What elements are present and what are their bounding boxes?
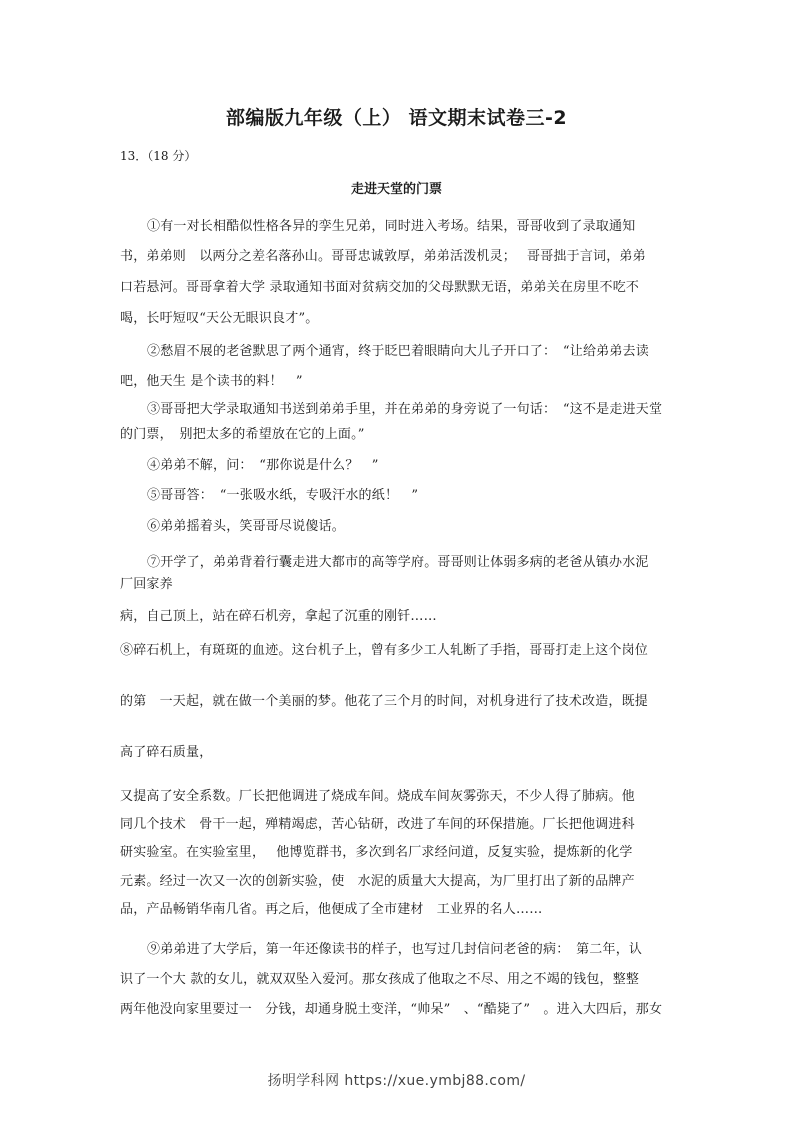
text-line: 高了碎石质量， bbox=[120, 745, 213, 760]
text-line: ⑥弟弟摇着头，笑哥哥尽说傻话。 bbox=[147, 519, 346, 534]
text-line: ⑨弟弟进了大学后，第一年还像读书的样子，也写过几封信问老爸的病： 第二年，认 bbox=[147, 942, 643, 957]
text-line: 病，自己顶上，站在碎石机旁，拿起了沉重的刚钎…… bbox=[120, 609, 437, 624]
text-line: ⑧碎石机上，有斑斑的血迹。这台机子上，曾有多少工人轧断了手指，哥哥打走上这个岗位 bbox=[120, 643, 649, 658]
text-line: ④弟弟不解，问： “那你说是什么？ ” bbox=[147, 458, 379, 473]
passage-title: 走进天堂的门票 bbox=[350, 182, 442, 197]
text-line: 的第 一天起，就在做一个美丽的梦。他花了三个月的时间，对机身进行了技术改造，既提 bbox=[120, 694, 649, 709]
text-line: 同几个技术 骨干一起，殚精竭虑，苦心钻研，改进了车间的环保措施。厂长把他调进科 bbox=[120, 817, 635, 832]
text-line: 吧，他天生 是个读书的料！ ” bbox=[120, 374, 303, 389]
text-line: 元素。经过一次又一次的创新实验，使 水泥的质量大大提高，为厂里打出了新的品牌产 bbox=[120, 874, 635, 889]
question-number: 13．（18 分） bbox=[120, 149, 197, 163]
text-line: ⑦开学了，弟弟背着行囊走进大都市的高等学府。哥哥则让体弱多病的老爸从镇办水泥 bbox=[147, 555, 649, 570]
text-line: 又提高了安全系数。厂长把他调进了烧成车间。烧成车间灰雾弥天，不少人得了肺病。他 bbox=[120, 789, 635, 804]
text-line: 品，产品畅销华南几省。再之后，他便成了全市建材 工业界的名人…… bbox=[120, 902, 543, 917]
text-line: ③哥哥把大学录取通知书送到弟弟手里，并在弟弟的身旁说了一句话： “这不是走进天堂 bbox=[147, 402, 663, 417]
footer-watermark: 扬明学科网 https://xue.ymbj88.com/ bbox=[267, 1073, 526, 1089]
text-line: 喝，长吁短叹“天公无眼识良才”。 bbox=[120, 311, 319, 326]
text-line: 研实验室。在实验室里， 他博览群书，多次到名厂求经问道，反复实验，提炼新的化学 bbox=[120, 845, 633, 860]
text-line: 的门票， 别把太多的希望放在它的上面。” bbox=[120, 427, 365, 442]
text-line: ②愁眉不展的老爸默思了两个通宵，终于眨巴着眼睛向大儿子开口了： “让给弟弟去读 bbox=[147, 344, 649, 359]
text-line: ⑤哥哥答： “一张吸水纸，专吸汗水的纸！ ” bbox=[147, 488, 419, 503]
text-line: 识了一个大 款的女儿，就双双坠入爱河。那女孩成了他取之不尽、用之不竭的钱包，整整 bbox=[120, 972, 640, 987]
text-line: 厂回家养 bbox=[120, 577, 173, 592]
text-line: 口若悬河。哥哥拿着大学 录取通知书面对贫病交加的父母默默无语，弟弟关在房里不吃不 bbox=[120, 280, 640, 295]
text-line: 书，弟弟则 以两分之差名落孙山。哥哥忠诚敦厚，弟弟活泼机灵； 哥哥拙于言词，弟弟 bbox=[120, 249, 646, 264]
page-title: 部编版九年级（上） 语文期末试卷三-2 bbox=[225, 107, 568, 129]
text-line: 两年他没向家里要过一 分钱，却通身脱土变洋，“帅呆” 、“酷毙了” 。进入大四后，那女 bbox=[120, 1002, 663, 1017]
text-line: ①有一对长相酷似性格各异的孪生兄弟，同时进入考场。结果，哥哥收到了录取通知 bbox=[147, 219, 636, 234]
